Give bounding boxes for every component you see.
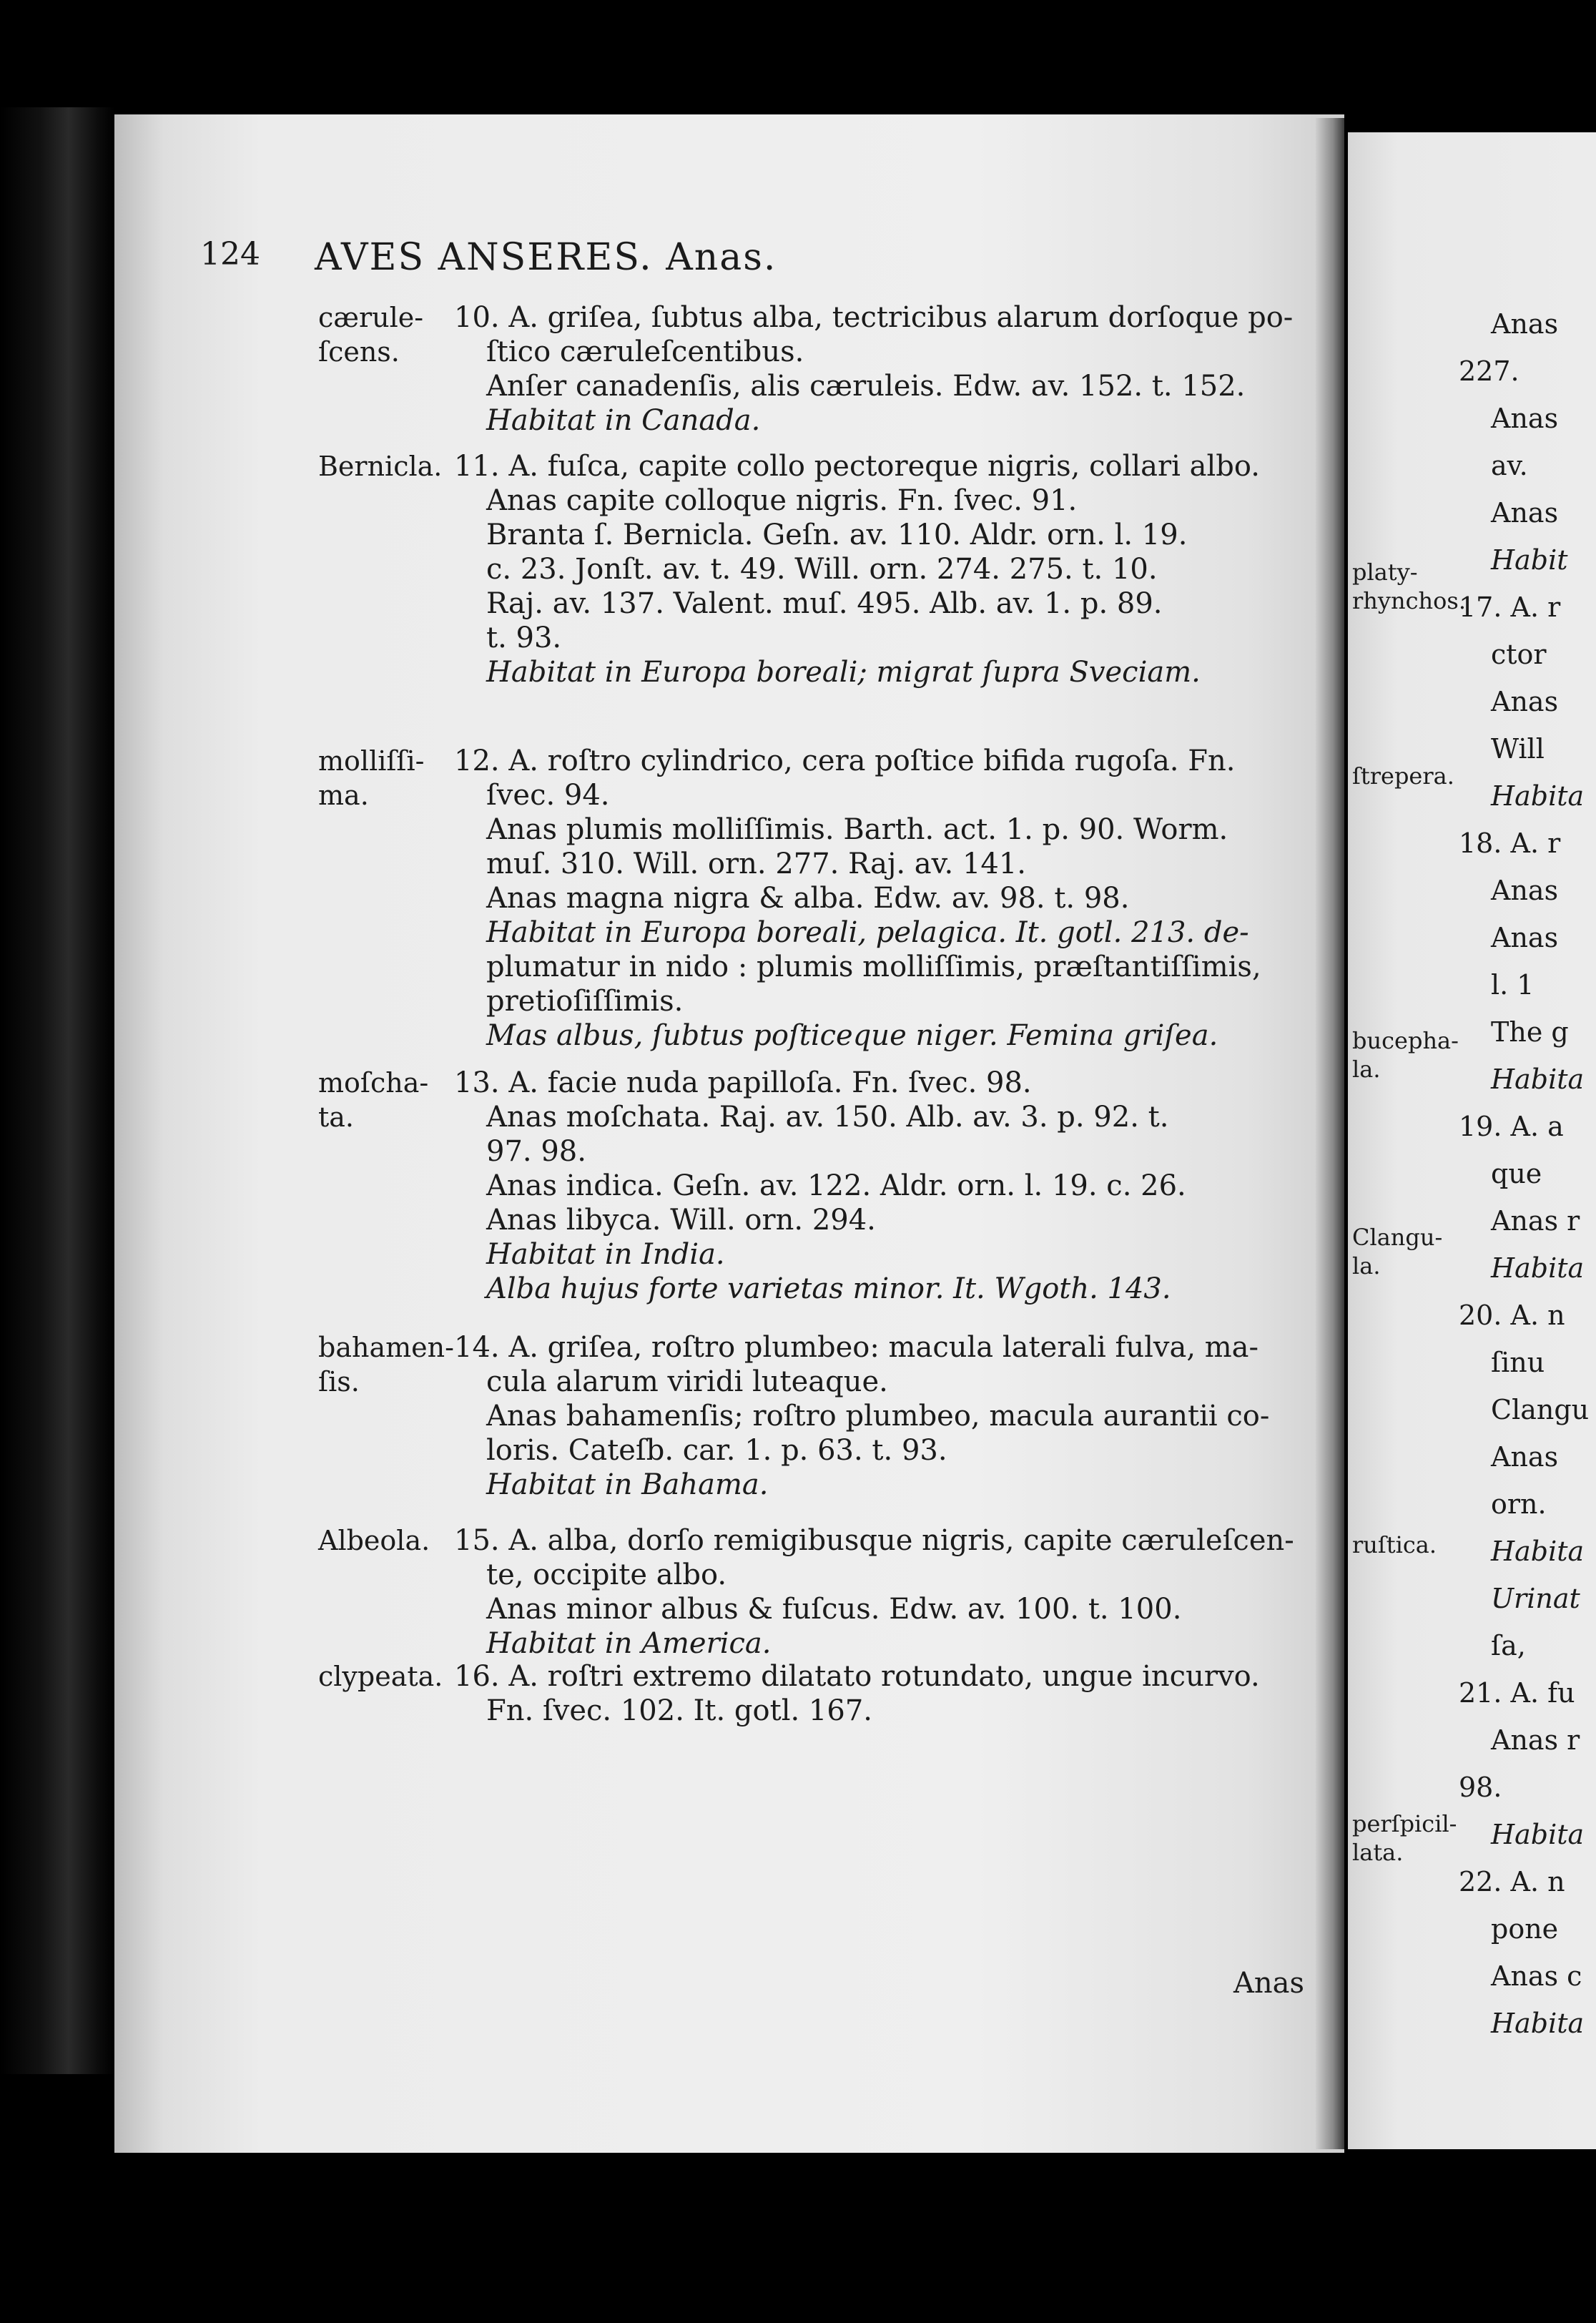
page-number: 124	[200, 236, 260, 272]
next-page-line: Habita	[1491, 1252, 1585, 1284]
next-page-line: que	[1491, 1158, 1542, 1189]
catchword: Anas	[1233, 1967, 1305, 2000]
next-page-line: Anas c	[1491, 1960, 1582, 1992]
entry-diagnosis: 16. A. roſtri extremo dilatato rotundato, ungue incurvo.	[454, 1660, 1260, 1693]
entry-line: 97. 98.	[486, 1135, 586, 1168]
entry-line: c. 23. Jonſt. av. t. 49. Will. orn. 274. 275. t. 10.	[486, 553, 1158, 586]
next-page-species-name: lata.	[1352, 1839, 1404, 1866]
entry-line: Anas plumis molliſſimis. Barth. act. 1. p. 90. Worm.	[486, 813, 1228, 846]
entry-line: plumatur in nido : plumis molliſſimis, præſtantiſſimis,	[486, 951, 1261, 983]
next-page-line: orn.	[1491, 1488, 1547, 1520]
species-name: clypeata.	[318, 1661, 443, 1692]
entry-line: Branta ſ. Bernicla. Geſn. av. 110. Aldr. orn. l. 19.	[486, 519, 1188, 551]
next-page-line: Clangu	[1491, 1394, 1590, 1425]
next-page-line: Anas r	[1491, 1205, 1580, 1237]
entry-line: Mas albus, ſubtus poſticeque niger. Femina griſea.	[486, 1019, 1218, 1052]
next-page-line: pone	[1491, 1913, 1559, 1945]
next-page-line: Habita	[1491, 2008, 1585, 2039]
entry-line: Alba hujus forte varietas minor. It. Wgoth. 143.	[486, 1272, 1171, 1305]
species-name: molliſſi-	[318, 745, 425, 777]
next-page-line: Anas	[1491, 922, 1559, 953]
entry-line: Anas moſchata. Raj. av. 150. Alb. av. 3. p. 92. t.	[486, 1101, 1169, 1134]
entry-line: ſtico cæruleſcentibus.	[486, 335, 804, 368]
entry-line: t. 93.	[486, 622, 562, 654]
next-page-line: Anas	[1491, 308, 1559, 340]
entry-line: cula alarum viridi luteaque.	[486, 1365, 888, 1398]
entry-line: Anas libyca. Will. orn. 294.	[486, 1204, 876, 1237]
entry-diagnosis: 10. A. griſea, ſubtus alba, tectricibus alarum dorſoque po-	[454, 301, 1294, 334]
next-page-line: Habit	[1491, 544, 1568, 576]
entry-line: Anas magna nigra & alba. Edw. av. 98. t. 98.	[486, 882, 1130, 915]
next-page-line: Will	[1491, 733, 1545, 765]
next-page-line: Urinat	[1491, 1583, 1580, 1614]
species-name: ſis.	[318, 1366, 360, 1398]
entry-line: muſ. 310. Will. orn. 277. Raj. av. 141.	[486, 848, 1026, 880]
entry-diagnosis: 11. A. fuſca, capite collo pectoreque nigris, collari albo.	[454, 450, 1260, 483]
entry-line: loris. Cateſb. car. 1. p. 63. t. 93.	[486, 1434, 947, 1467]
next-page-line: ſinu	[1491, 1347, 1545, 1378]
entry-line: Anas indica. Geſn. av. 122. Aldr. orn. l. 19. c. 26.	[486, 1169, 1186, 1202]
next-page-species-name: bucepha-	[1352, 1027, 1459, 1054]
entry-line: Habitat in Bahama.	[486, 1468, 769, 1501]
entry-line: Raj. av. 137. Valent. muſ. 495. Alb. av. 1. p. 89.	[486, 587, 1163, 620]
next-page-line: Habita	[1491, 1819, 1585, 1850]
next-page-species-name: la.	[1352, 1252, 1381, 1280]
species-name: bahamen-	[318, 1332, 454, 1363]
next-page-line: Anas	[1491, 497, 1559, 529]
next-page-line: 21. A. fu	[1459, 1677, 1575, 1709]
page-gutter	[1316, 118, 1344, 2149]
entry-line: pretioſiſſimis.	[486, 985, 684, 1018]
entry-line: te, occipite albo.	[486, 1558, 727, 1591]
next-page-species-name: Clangu-	[1352, 1224, 1443, 1251]
next-page-line: ctor	[1491, 639, 1547, 670]
next-page-line: Habita	[1491, 1536, 1585, 1567]
next-page-line: Anas r	[1491, 1724, 1580, 1756]
next-page-line: Habita	[1491, 780, 1585, 812]
entry-line: Anas capite colloque nigris. Fn. ſvec. 91.	[486, 484, 1078, 517]
entry-line: Habitat in India.	[486, 1238, 725, 1271]
right-page-fragment	[1348, 132, 1596, 2149]
entry-line: Habitat in Europa boreali, pelagica. It. gotl. 213. de-	[486, 916, 1249, 949]
entry-line: ſvec. 94.	[486, 779, 610, 812]
next-page-species-name: ruſtica.	[1352, 1531, 1437, 1558]
species-name: ta.	[318, 1101, 355, 1133]
book-spine	[0, 107, 114, 2074]
species-name: ſcens.	[318, 336, 400, 368]
running-head: AVES ANSERES. Anas.	[315, 236, 777, 279]
species-name: moſcha-	[318, 1067, 429, 1099]
entry-line: Habitat in Canada.	[486, 404, 761, 437]
species-name: Albeola.	[318, 1525, 430, 1556]
next-page-species-name: rhynchos.	[1352, 587, 1466, 614]
next-page-line: 227.	[1459, 355, 1519, 387]
entry-line: Habitat in Europa boreali; migrat ſupra Sveciam.	[486, 656, 1201, 689]
next-page-line: Anas	[1491, 686, 1559, 717]
next-page-line: The g	[1491, 1016, 1569, 1048]
next-page-line: Anas	[1491, 403, 1559, 434]
entry-line: Fn. ſvec. 102. It. gotl. 167.	[486, 1694, 872, 1727]
entry-diagnosis: 13. A. facie nuda papilloſa. Fn. ſvec. 98.	[454, 1066, 1032, 1099]
next-page-line: 17. A. r	[1459, 591, 1561, 623]
species-name: cærule-	[318, 302, 424, 333]
next-page-line: 22. A. n	[1459, 1866, 1565, 1897]
next-page-line: ſa,	[1491, 1630, 1526, 1661]
next-page-species-name: ſtrepera.	[1352, 762, 1454, 790]
next-page-line: 19. A. a	[1459, 1111, 1564, 1142]
next-page-line: Anas	[1491, 1441, 1559, 1473]
entry-diagnosis: 14. A. griſea, roſtro plumbeo: macula laterali fulva, ma-	[454, 1331, 1259, 1364]
entry-diagnosis: 12. A. roſtro cylindrico, cera poſtice bifida rugoſa. Fn.	[454, 745, 1236, 777]
entry-line: Habitat in America.	[486, 1627, 772, 1660]
entry-line: Anas minor albus & fuſcus. Edw. av. 100. t. 100.	[486, 1593, 1182, 1626]
species-name: ma.	[318, 780, 369, 811]
next-page-line: Habita	[1491, 1064, 1585, 1095]
entry-line: Anſer canadenſis, alis cæruleis. Edw. av. 152. t. 152.	[486, 370, 1246, 403]
next-page-line: 18. A. r	[1459, 827, 1561, 859]
entry-line: Anas bahamenſis; roſtro plumbeo, macula aurantii co-	[486, 1400, 1270, 1433]
next-page-line: 98.	[1459, 1772, 1502, 1803]
next-page-line: l. 1	[1491, 969, 1535, 1001]
next-page-species-name: platy-	[1352, 559, 1418, 586]
next-page-line: Anas	[1491, 875, 1559, 906]
species-name: Bernicla.	[318, 451, 443, 482]
next-page-line: av.	[1491, 450, 1528, 481]
next-page-line: 20. A. n	[1459, 1300, 1565, 1331]
next-page-species-name: perſpicil-	[1352, 1810, 1457, 1837]
entry-diagnosis: 15. A. alba, dorſo remigibusque nigris, capite cæruleſcen-	[454, 1524, 1294, 1557]
next-page-species-name: la.	[1352, 1056, 1381, 1083]
